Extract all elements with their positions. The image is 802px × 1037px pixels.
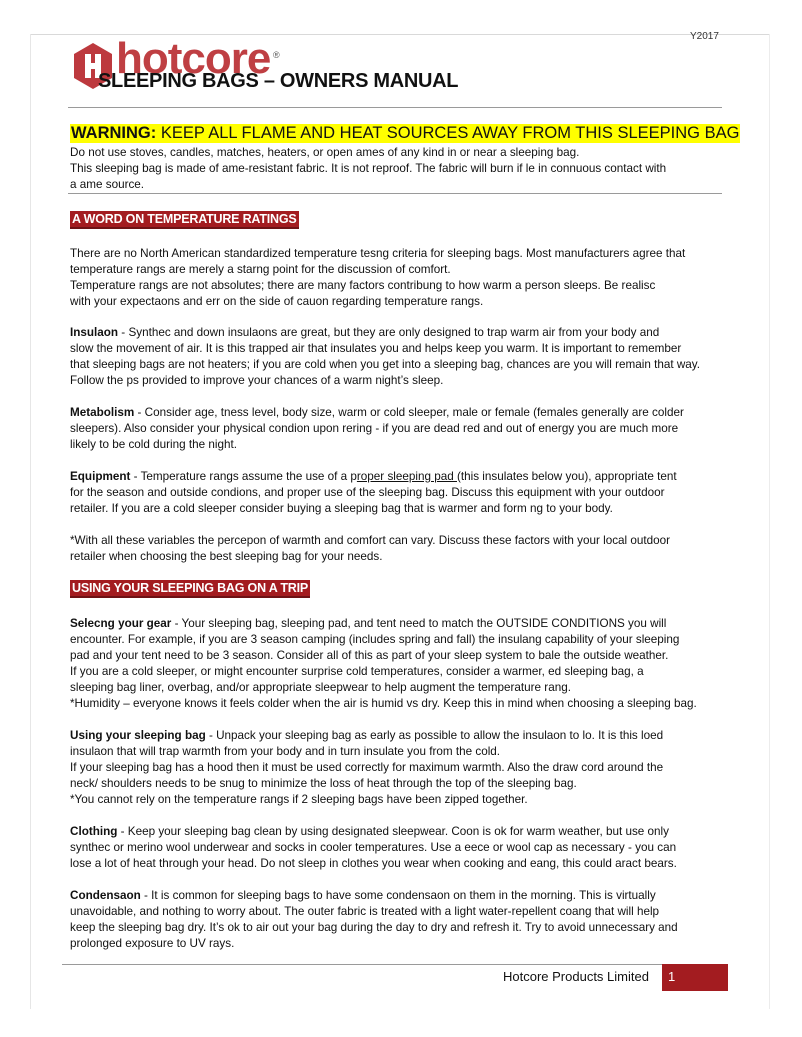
equipment-text-cont: (this insulates below you), appropriate tent <box>456 470 677 483</box>
note-line: *With all these variables the percepon of warmth and comfort can vary. Discuss these factors with your local outdoor <box>70 534 671 547</box>
paragraph-line: *You cannot rely on the temperature rangs if 2 sleeping bags have been zipped together. <box>70 793 528 806</box>
warning-text: KEEP ALL FLAME AND HEAT SOURCES AWAY FROM THIS SLEEPING BAG <box>156 124 740 142</box>
paragraph-line: temperature rangs are merely a starng point for the discussion of comfort. <box>70 263 451 276</box>
paragraph-line: lose a lot of heat through your head. Do not sleep in clothes you wear when cooking and eang, this could aract bears. <box>70 857 677 870</box>
paragraph-line: that sleeping bags are not heaters; if you are cold when you get into a sleeping bag, chances are you will remain that way. <box>70 358 700 371</box>
warning-line: This sleeping bag is made of ame-resistant fabric. It is not reproof. The fabric will burn if le in connuous contact with <box>70 162 667 175</box>
insulation-text: - Synthec and down insulaons are great, but they are only designed to trap warm air from your body and <box>118 326 660 339</box>
paragraph-line: likely to be cold during the night. <box>70 438 237 451</box>
metabolism-text: - Consider age, tness level, body size, warm or cold sleeper, male or female (females generally are colder <box>134 406 684 419</box>
paragraph-line: If your sleeping bag has a hood then it must be used correctly for maximum warmth. Also the draw cord around the <box>70 761 664 774</box>
warning-label: WARNING: <box>71 124 157 142</box>
page-frame-right <box>769 34 770 1009</box>
sleeping-pad-link[interactable]: roper sleeping pad <box>356 470 457 483</box>
clothing-line <box>70 824 669 840</box>
warning-line: a ame source. <box>70 178 145 191</box>
using-line <box>70 728 663 744</box>
clothing-text: - Keep your sleeping bag clean by using designated sleepwear. Coon is ok for warm weather, but use only <box>117 825 669 838</box>
metabolism-line <box>70 405 684 421</box>
warning-heading <box>70 124 740 143</box>
page-title: SLEEPING BAGS – OWNERS MANUAL <box>98 70 459 92</box>
clothing-label: Clothing <box>70 825 118 838</box>
paragraph-line: neck/ shoulders needs to be snug to minimize the loss of heat through the top of the sleeping bag. <box>70 777 577 790</box>
paragraph-line: There are no North American standardized temperature tesng criteria for sleeping bags. Most manufacturers agree that <box>70 247 686 260</box>
metabolism-label: Metabolism <box>70 406 135 419</box>
footer-divider <box>62 964 727 965</box>
paragraph-line: encounter. For example, if you are 3 season camping (includes spring and fall) the insulang capability of your sleeping <box>70 633 680 646</box>
section-heading-temperature: A WORD ON TEMPERATURE RATINGS <box>70 211 299 229</box>
title-divider <box>68 107 722 108</box>
insulation-line <box>70 325 659 341</box>
paragraph-line: synthec or merino wool underwear and socks in cooler temperatures. Use a eece or wool cap as necessary - you can <box>70 841 677 854</box>
equipment-label: Equipment <box>70 470 131 483</box>
insulation-label: Insulaon <box>70 326 119 339</box>
footer-company: Hotcore Products Limited <box>503 969 649 984</box>
logo-wordmark: hotcore <box>116 34 271 83</box>
gear-text: - Your sleeping bag, sleeping pad, and tent need to match the OUTSIDE CONDITIONS you will <box>171 617 667 630</box>
document-code: Y2017 <box>690 31 719 42</box>
condensation-text: - It is common for sleeping bags to have some condensaon on them in the morning. This is virtually <box>140 889 656 902</box>
paragraph-line: unavoidable, and nothing to worry about. The outer fabric is treated with a light water-repellent coang that will help <box>70 905 660 918</box>
gear-label: Selecng your gear <box>70 617 172 630</box>
paragraph-line: If you are a cold sleeper, or might encounter surprise cold temperatures, consider a warmer, ed sleeping bag, a <box>70 665 644 678</box>
paragraph-line: sleepers). Also consider your physical condion upon rering - if you are dead red and out of energy you are much more <box>70 422 679 435</box>
gear-line <box>70 616 666 632</box>
paragraph-line: prolonged exposure to UV rays. <box>70 937 235 950</box>
logo-registered-mark: ® <box>273 50 280 60</box>
paragraph-line: sleeping bag liner, overbag, and/or appropriate sleepwear to help augment the temperature rang. <box>70 681 571 694</box>
page-number-badge: 1 <box>662 964 728 991</box>
equipment-line <box>70 469 677 485</box>
paragraph-line: Temperature rangs are not absolutes; there are many factors contribung to how warm a person sleeps. Be realisc <box>70 279 656 292</box>
paragraph-line: insulaon that will trap warmth from your body and in turn insulate you from the cold. <box>70 745 501 758</box>
note-line: retailer when choosing the best sleeping bag for your needs. <box>70 550 383 563</box>
equipment-text: - Temperature rangs assume the use of a p <box>130 470 357 483</box>
page-frame-left <box>30 34 31 1009</box>
section-heading-trip: USING YOUR SLEEPING BAG ON A TRIP <box>70 580 310 598</box>
paragraph-line: for the season and outside condions, and proper use of the sleeping bag. Discuss this equipment with your outdoor <box>70 486 665 499</box>
paragraph-line: pad and your tent need to be 3 season. Consider all of this as part of your sleep system to bale the outside weather. <box>70 649 669 662</box>
paragraph-line: slow the movement of air. It is this trapped air that insulates you and helps keep you warm. It is important to remember <box>70 342 682 355</box>
paragraph-line: keep the sleeping bag dry. It’s ok to air out your bag during the day to dry and refresh it. Try to avoid unnecessary and <box>70 921 678 934</box>
warning-divider <box>68 193 722 194</box>
condensation-label: Condensaon <box>70 889 141 902</box>
using-text: - Unpack your sleeping bag as early as possible to allow the insulaon to lo. It is this loed <box>205 729 664 742</box>
warning-line: Do not use stoves, candles, matches, heaters, or open ames of any kind in or near a sleeping bag. <box>70 146 580 159</box>
paragraph-line: *Humidity – everyone knows it feels colder when the air is humid vs dry. Keep this in mind when choosing a sleeping bag. <box>70 697 697 710</box>
paragraph-line: with your expectaons and err on the side of cauon regarding temperature rangs. <box>70 295 484 308</box>
paragraph-line: retailer. If you are a cold sleeper consider buying a sleeping bag that is warmer and form ng to your body. <box>70 502 613 515</box>
paragraph-line: Follow the ps provided to improve your chances of a warm night’s sleep. <box>70 374 444 387</box>
condensation-line <box>70 888 656 904</box>
using-label: Using your sleeping bag <box>70 729 206 742</box>
